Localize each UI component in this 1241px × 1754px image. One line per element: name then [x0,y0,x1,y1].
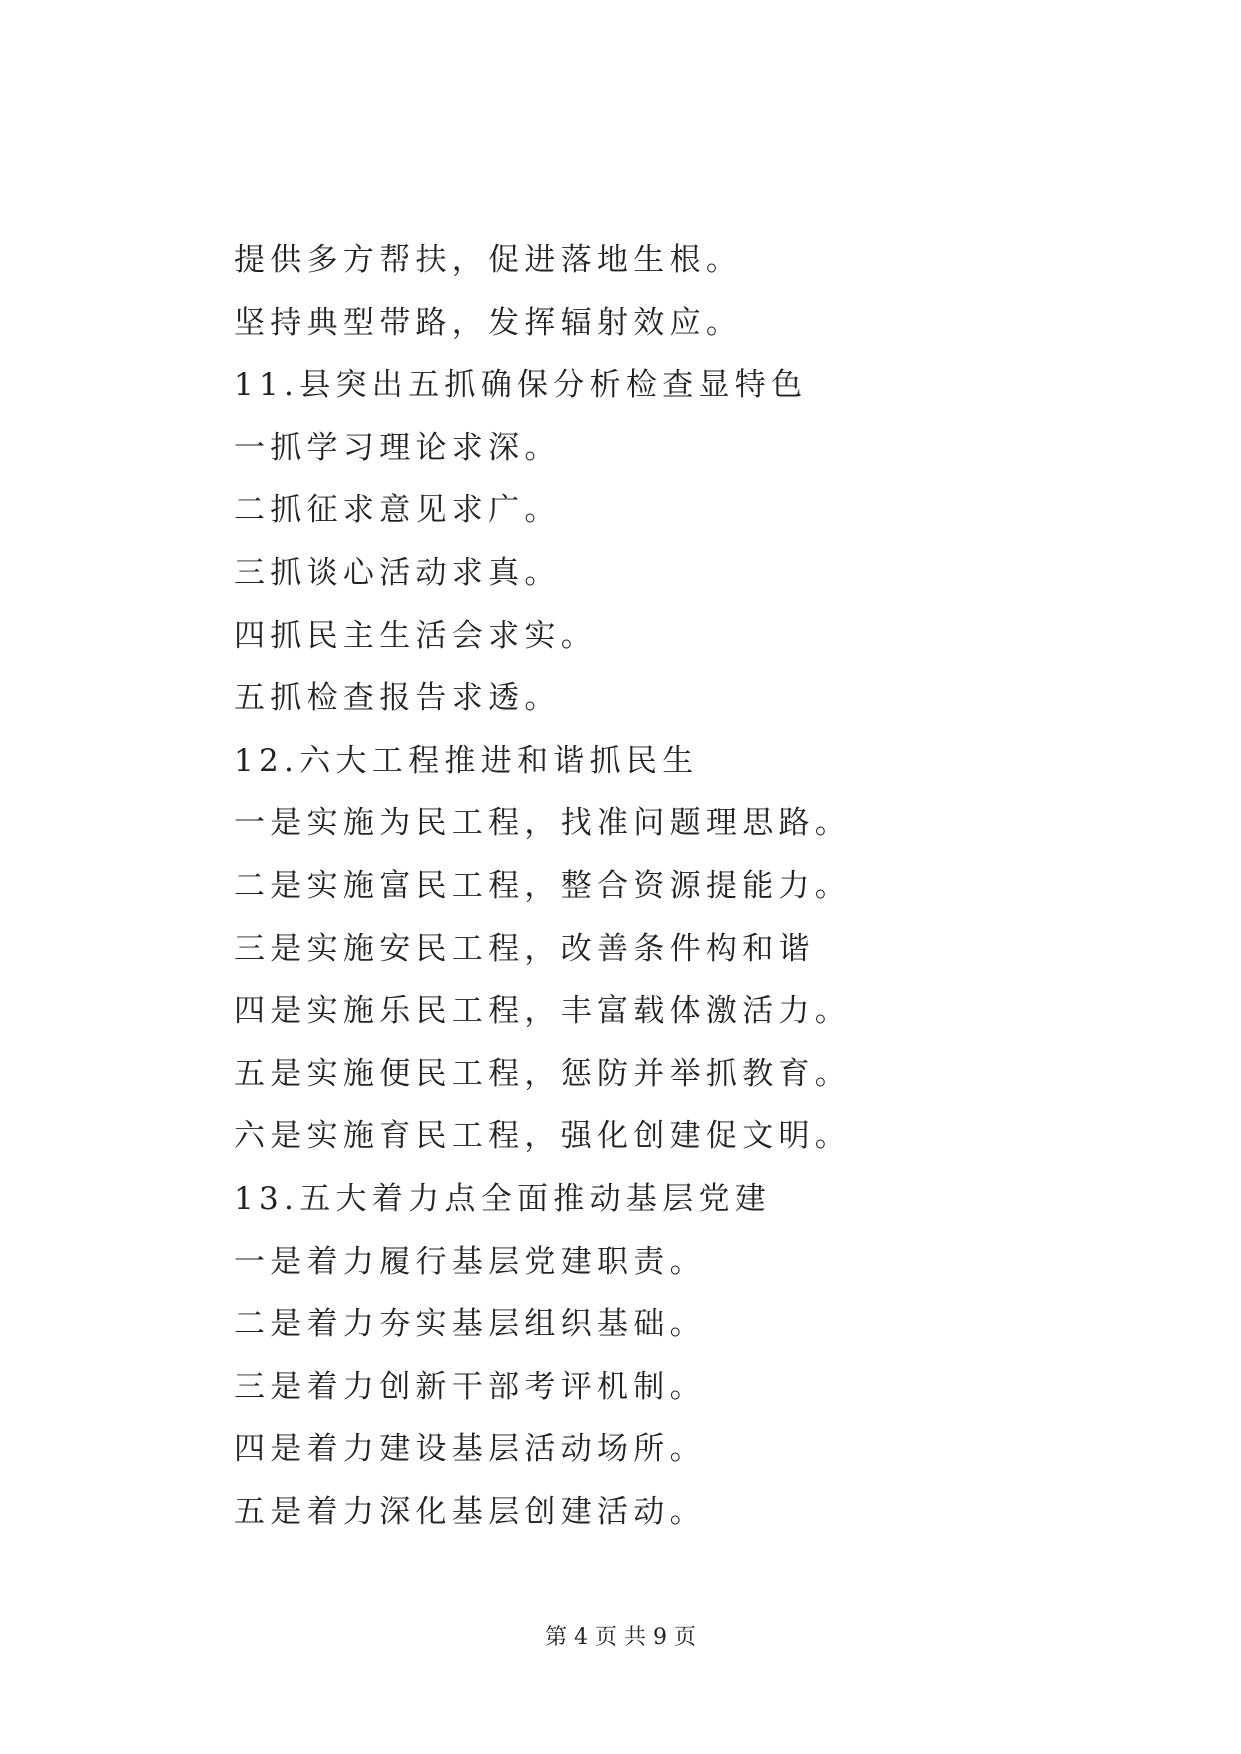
text-line: 二是实施富民工程，整合资源提能力。 [234,867,852,904]
section-heading: 11.县突出五抓确保分析检查显特色 [234,367,808,404]
text-line: 一是着力履行基层党建职责。 [234,1243,706,1280]
document-body [234,229,1054,1543]
text-line: 四是实施乐民工程，丰富载体激活力。 [234,993,852,1030]
text-line: 三是实施安民工程，改善条件构和谐 [234,930,815,967]
text-line: 一抓学习理论求深。 [234,429,561,466]
text-line: 三是着力创新干部考评机制。 [234,1368,706,1405]
text-line: 二抓征求意见求广。 [234,492,561,529]
text-line: 五抓检查报告求透。 [234,680,561,717]
text-line: 五是实施便民工程，惩防并举抓教育。 [234,1055,852,1092]
section-heading: 13.五大着力点全面推动基层党建 [234,1180,772,1217]
text-line: 坚持典型带路，发挥辐射效应。 [234,304,743,341]
text-line: 四抓民主生活会求实。 [234,617,597,654]
text-line: 四是着力建设基层活动场所。 [234,1431,706,1468]
page-footer: 第 4 页 共 9 页 [545,1625,696,1650]
text-line: 五是着力深化基层创建活动。 [234,1493,706,1530]
text-line: 二是着力夯实基层组织基础。 [234,1306,706,1343]
section-heading: 12.六大工程推进和谐抓民生 [234,742,699,779]
text-line: 提供多方帮扶，促进落地生根。 [234,242,743,278]
text-line: 一是实施为民工程，找准问题理思路。 [234,805,852,842]
text-line: 三抓谈心活动求真。 [234,554,561,591]
text-line: 六是实施育民工程，强化创建促文明。 [234,1118,852,1155]
